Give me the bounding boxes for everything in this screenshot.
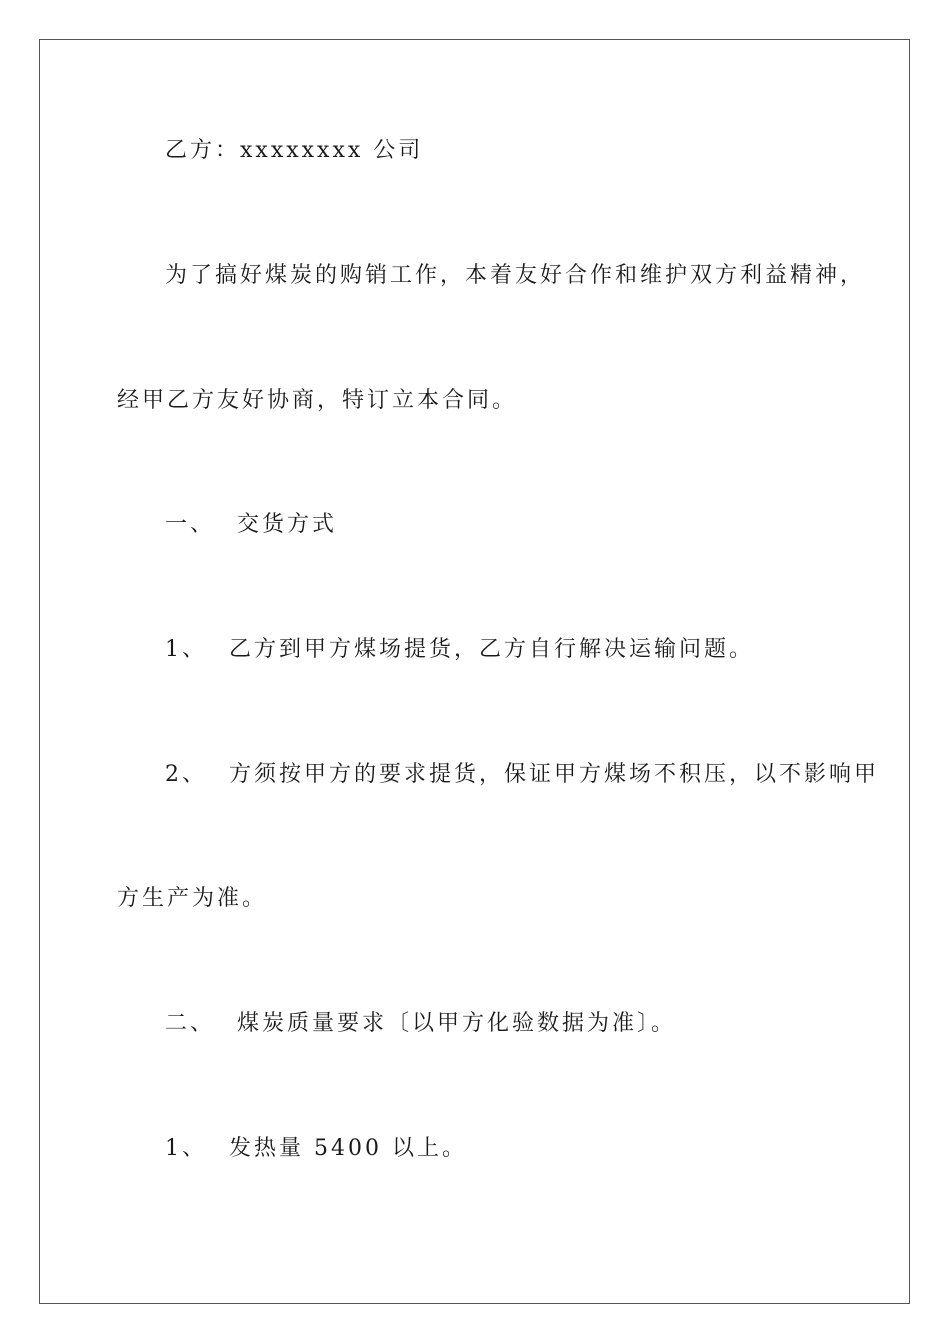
item-1-1-text: 乙方到甲方煤场提货，乙方自行解决运输问题。 xyxy=(229,637,755,662)
item-2-1-text: 发热量 5400 以上。 xyxy=(229,1136,467,1161)
section-1-heading xyxy=(165,511,337,539)
item-1-1 xyxy=(165,636,754,664)
party-b-line: 乙方：xxxxxxxx 公司 xyxy=(165,138,424,163)
item-2-1-number: 1、 xyxy=(165,1136,207,1161)
section-1-number: 一、 xyxy=(165,512,216,537)
page-border xyxy=(39,39,910,1304)
item-1-1-number: 1、 xyxy=(165,637,207,662)
item-2-1 xyxy=(165,1135,467,1163)
section-2-number: 二、 xyxy=(165,1011,216,1036)
intro-paragraph-line-1: 为了搞好煤炭的购销工作，本着友好合作和维护双方利益精神， xyxy=(165,263,866,288)
section-2-heading xyxy=(165,1010,676,1038)
item-1-2 xyxy=(165,761,879,789)
item-1-2-text-line-1: 方须按甲方的要求提货，保证甲方煤场不积压，以不影响甲 xyxy=(229,762,880,787)
section-2-title: 煤炭质量要求〔以甲方化验数据为准〕。 xyxy=(237,1011,677,1036)
section-1-title: 交货方式 xyxy=(237,512,338,537)
intro-paragraph-line-2: 经甲乙方友好协商，特订立本合同。 xyxy=(117,388,518,413)
item-1-2-number: 2、 xyxy=(165,762,207,787)
item-1-2-text-line-2: 方生产为准。 xyxy=(117,886,268,911)
